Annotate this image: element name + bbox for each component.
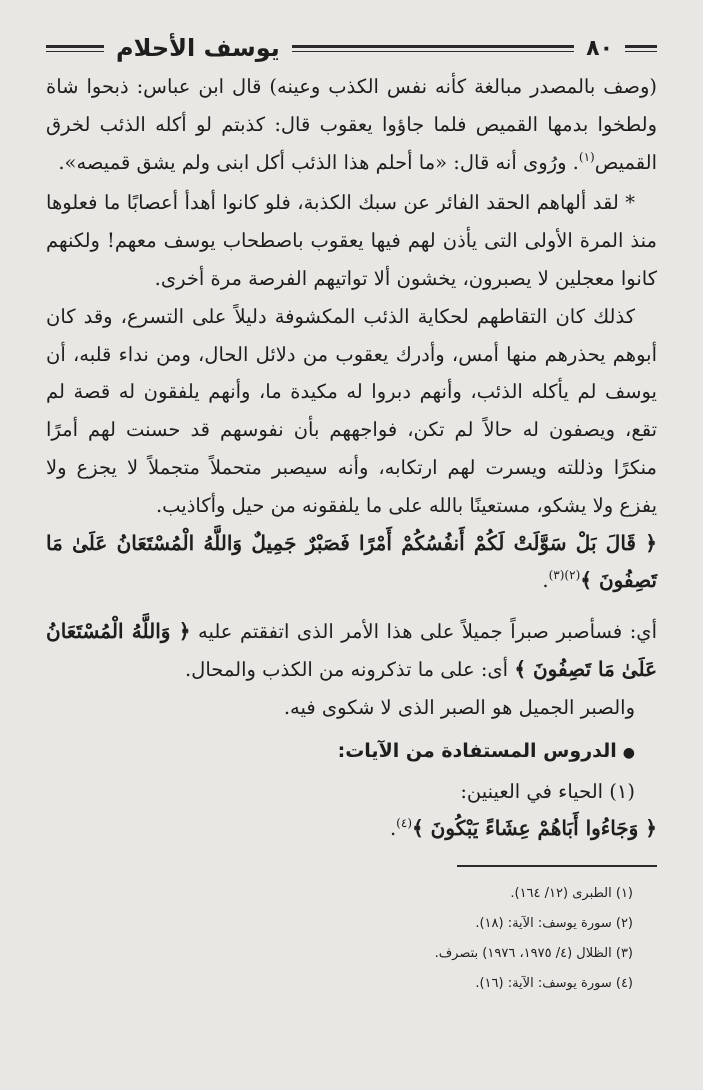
lesson-1-title: (١) الحياء في العينين:	[460, 779, 635, 803]
footnote-ref-2-3: (٢)(٣)	[548, 568, 581, 583]
header-rule-right	[625, 45, 657, 52]
footnote-4: (٤) سورة يوسف: الآية: (١٦).	[475, 976, 633, 992]
book-title: يوسف الأحلام	[116, 34, 280, 62]
footnote-3: (٣) الظلال (٤/ ١٩٧٥، ١٩٧٦) بتصرف.	[434, 946, 633, 962]
lesson-1-verse: ﴿ وَجَاءُوا أَبَاهُمْ عِشَاءً يَبْكُونَ ﴾$^{(٤)}$.	[389, 816, 657, 841]
footnote-1: (١) الطبرى (١٢/ ١٦٤).	[510, 886, 633, 902]
footnote-2: (٢) سورة يوسف: الآية: (١٨).	[475, 916, 633, 932]
page-number: ٨٠	[586, 35, 613, 61]
lessons-heading-text: الدروس المستفادة من الآيات:	[337, 739, 617, 762]
lesson-1-verse-text: ﴿ وَجَاءُوا أَبَاهُمْ عِشَاءً يَبْكُونَ ﴾	[412, 816, 657, 841]
paragraph-4-end: أى: على ما تذكرونه من الكذب والمحال.	[184, 657, 509, 681]
spacer	[46, 603, 657, 613]
paragraph-1-text: (وصف بالمصدر مبالغة كأنه نفس الكذب وعينه) قال ابن عباس: ذبحوا شاة ولطخوا بدمها القميص فلما جاؤوا يعقوب قال: كذبتم لو أكله الذئب لخرق القميص	[46, 75, 657, 174]
quran-verse: ﴿ قَالَ بَلْ سَوَّلَتْ لَكُمْ أَنفُسُكُمْ أَمْرًا فَصَبْرٌ جَمِيلٌ وَاللَّهُ الْمُسْتَعَانُ عَلَىٰ مَا تَصِفُونَ ﴾$^{(٢)(٣)}$.	[46, 530, 657, 593]
footnote-separator	[457, 865, 657, 867]
bullet-icon: ●	[622, 744, 635, 761]
footnotes	[46, 879, 657, 999]
page-header	[46, 28, 657, 68]
footnote-ref-4: (٤)	[396, 816, 412, 831]
header-rule-left	[46, 45, 104, 52]
header-rule-middle	[292, 45, 574, 52]
footnote-ref-1: (١)	[578, 149, 595, 164]
paragraph-5: والصبر الجميل هو الصبر الذى لا شكوى فيه.	[283, 695, 635, 719]
paragraph-4-quote: ﴿ وَاللَّهُ الْمُسْتَعَانُ عَلَىٰ مَا تَصِفُونَ ﴾	[46, 619, 657, 681]
paragraph-4-start: أي: فسأصبر صبراً جميلاً على هذا الأمر الذى اتفقتم عليه	[198, 620, 657, 644]
paragraph-2: * لقد ألهاهم الحقد الفائر عن سبك الكذبة، فلو كانوا أهدأ أعصابًا ما فعلوها منذ المرة الأولى التى يأذن لهم فيها يعقوب باصطحاب يوسف معهم! ولكنهم كانوا معجلين لا يصبرون، يخشون ألا تواتيهم الفرصة مرة أخرى.	[46, 191, 657, 290]
paragraph-1-end: . ورُوى أنه قال: «ما أحلم هذا الذئب أكل ابنى ولم يشق قميصه».	[58, 150, 579, 174]
lessons-heading	[46, 731, 635, 773]
paragraph-4	[46, 613, 657, 689]
paragraph-1	[46, 68, 657, 184]
quran-verse-text: ﴿ قَالَ بَلْ سَوَّلَتْ لَكُمْ أَنفُسُكُمْ أَمْرًا فَصَبْرٌ جَمِيلٌ وَاللَّهُ الْمُسْتَعَانُ عَلَىٰ مَا تَصِفُونَ ﴾	[46, 530, 657, 593]
paragraph-3: كذلك كان التقاطهم لحكاية الذئب المكشوفة دليلاً على التسرع، وقد كان أبوهم يحذرهم منها أمس، وأدرك يعقوب من دلائل الحال، ومن نداء قلبه، أن يوسف لم يأكله الذئب، وأنهم دبروا له مكيدة ما، وأنهم يلفقون له قصة لم تقع، ويصفون له حالاً لم تكن، فواجههم بأن نفوسهم قد حسنت لهم أمرًا منكرًا وذللته ويسرت لهم ارتكابه، وأنه سيصبر متحملاً متجملاً لا يجزع ولا يفزع ولا يشكو، مستعينًا بالله على ما يلفقونه من حيل وأكاذيب.	[46, 304, 657, 517]
